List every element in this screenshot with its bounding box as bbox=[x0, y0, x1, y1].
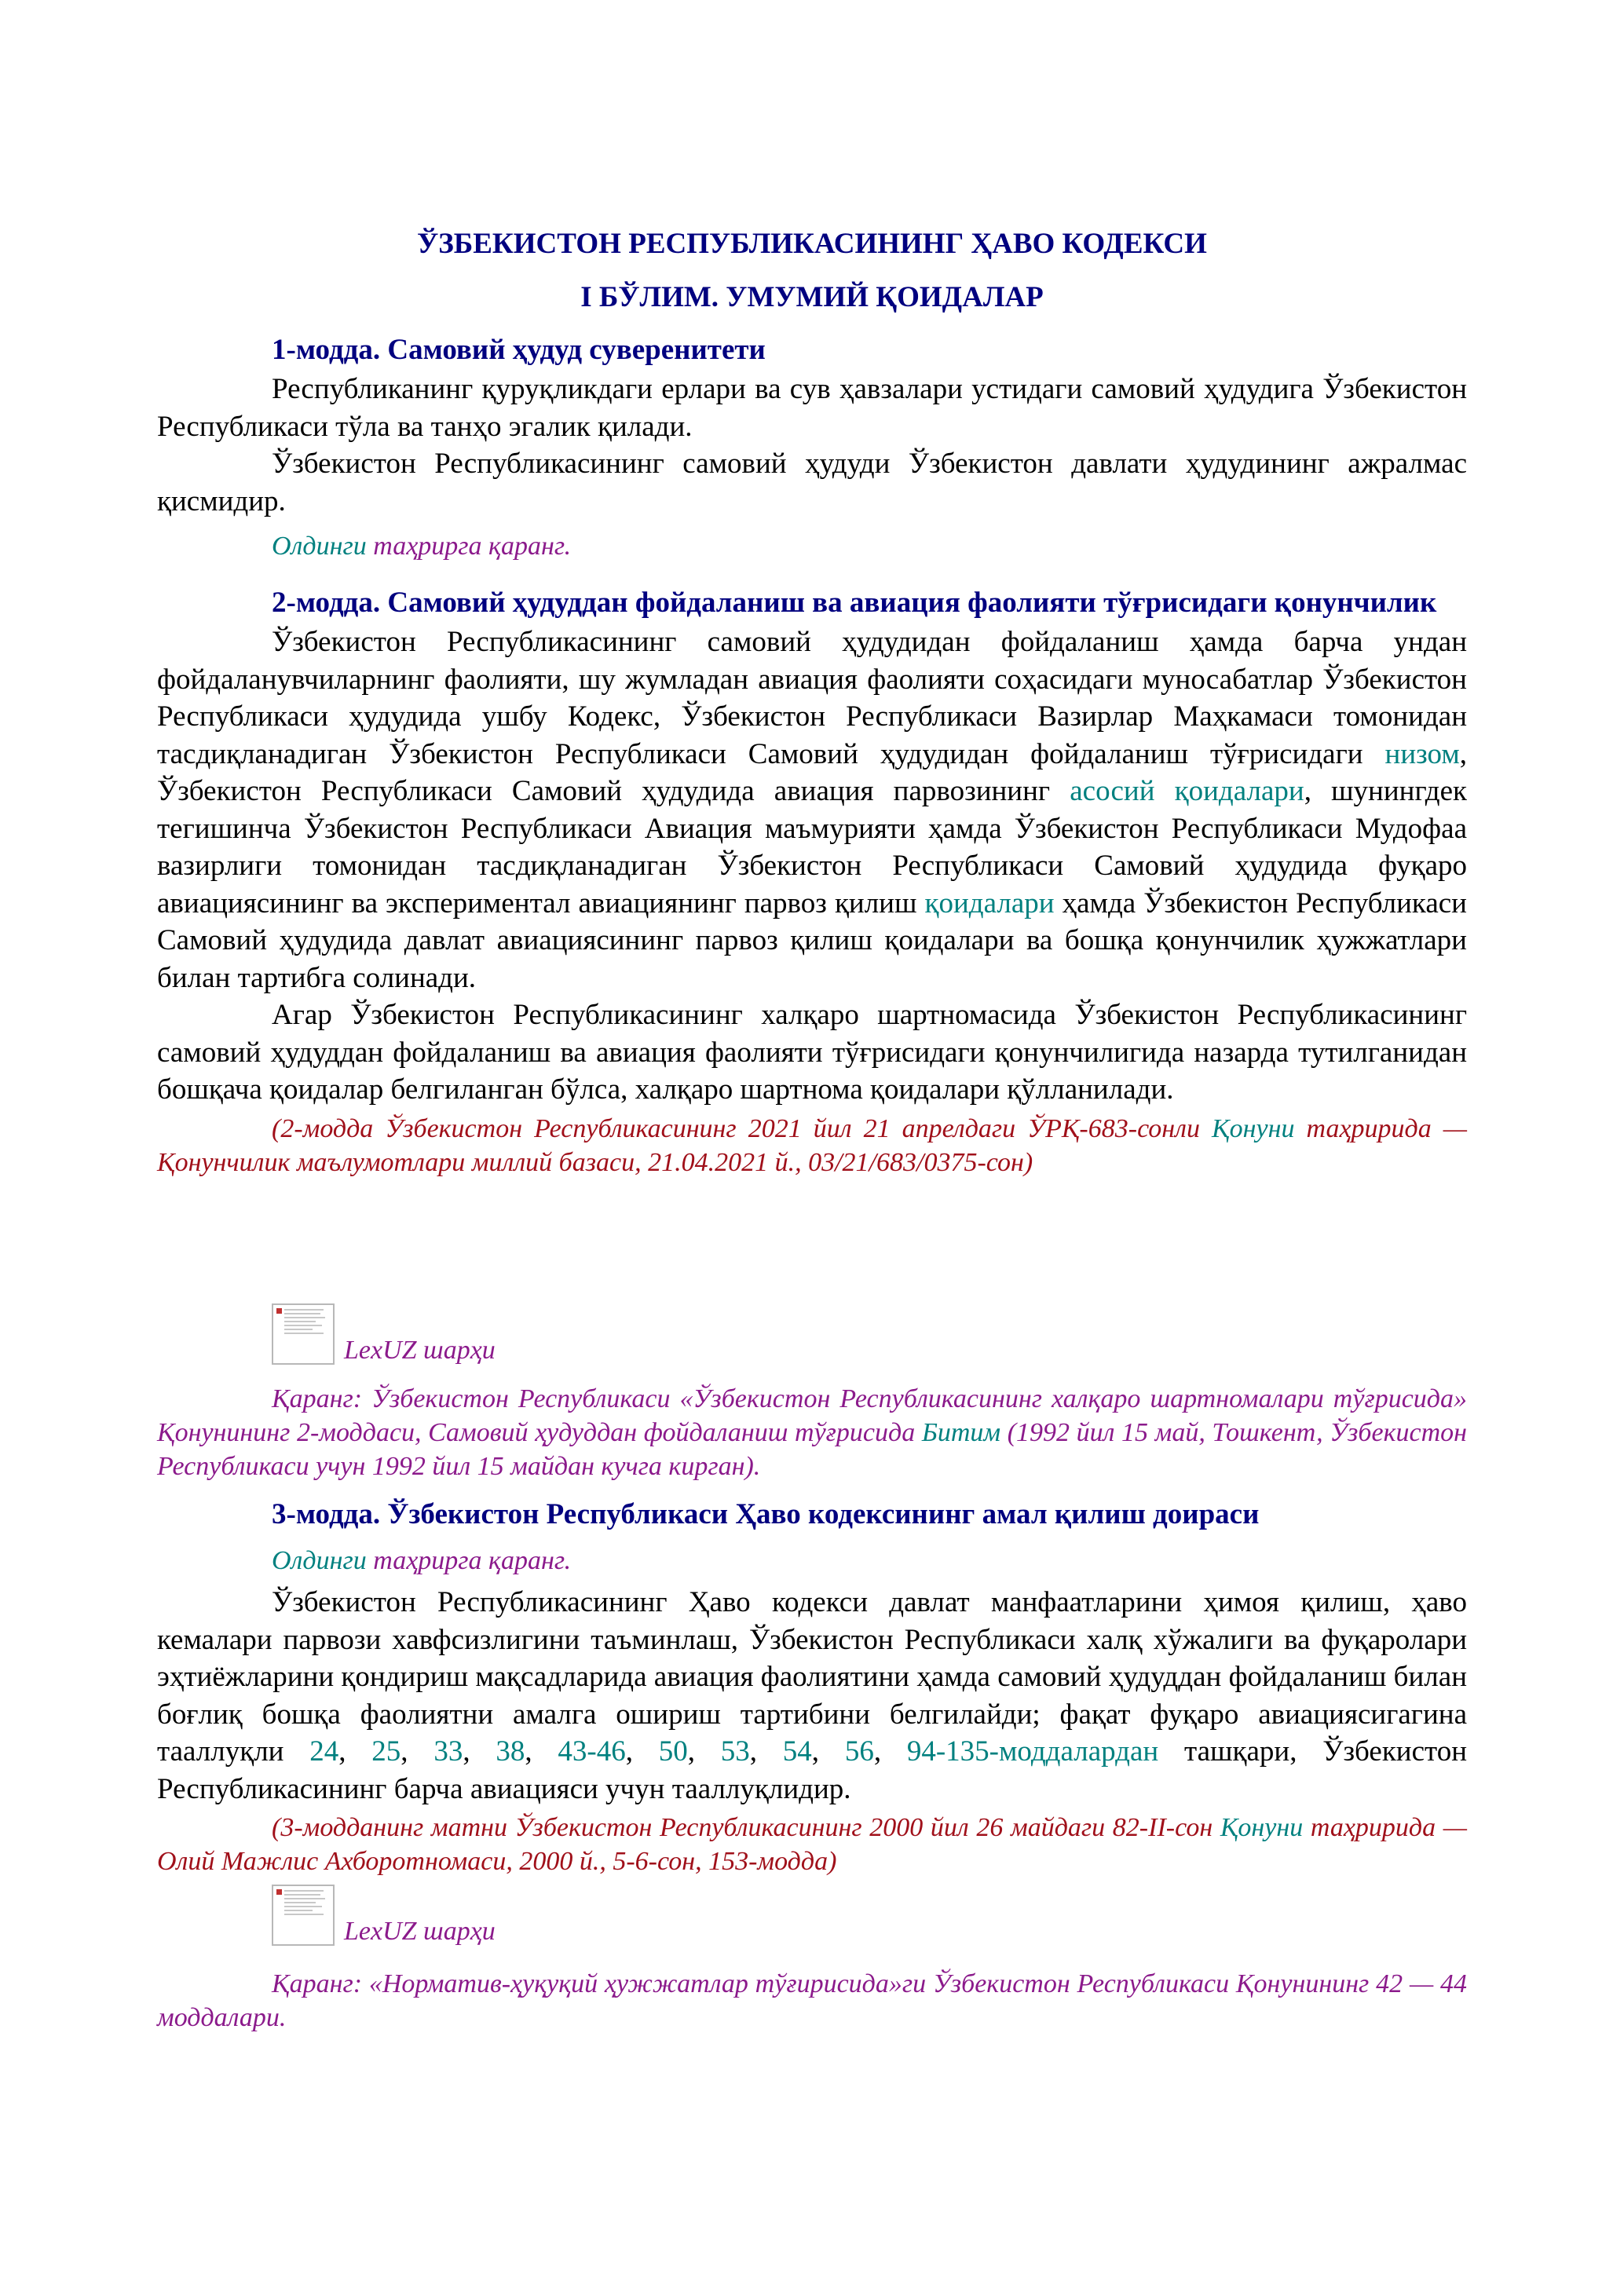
article-link-38[interactable]: 38 bbox=[496, 1735, 525, 1768]
article-link-33[interactable]: 33 bbox=[433, 1735, 463, 1768]
article-3-paragraph-1: Ўзбекистон Республикасининг Ҳаво кодекси давлат манфаатларини ҳимоя қилиш, ҳаво кемалари парвози хавфсизлигини таъминлаш, Ўзбекистон Республикаси халқ хўжалиги ва фуқаролари эҳтиёжларини қондириш мақсадларида авиация фаолиятини ҳамда самовий ҳудуддан фойдаланиш билан боғлиқ бошқа фаолиятни амалга ошириш тартибини белгилайди; фақат фуқаро авиациясигагина тааллуқли 24, 25, 33, 38, 43-46, 50, 53, 54, 56, 94-135-моддалардан ташқари, Ўзбекистон Республикасининг барча авиацияси учун тааллуқлидир. bbox=[157, 1586, 1467, 1805]
article-2-amendment-note: (2-модда Ўзбекистон Республикасининг 2021 йил 21 апрелдаги ЎРҚ-683-сонли Қонуни таҳририда — Қонунчилик маълумотлари миллий базаси, 21.04.2021 й., 03/21/683/0375-сон) bbox=[157, 1113, 1468, 1177]
article-2-paragraph-2: Агар Ўзбекистон Республикасининг халқаро шартномасида Ўзбекистон Республикасининг самовий ҳудуддан фойдаланиш ва авиация фаолияти тўғрисидаги қонунчилигида назарда тутилганидан бошқача қоидалар белгиланган бўлса, халқаро шартнома қоидалари қўлланилади. bbox=[157, 999, 1467, 1106]
article-3-previous-edition: Олдинги таҳрирга қаранг. bbox=[272, 1546, 572, 1575]
article-1-previous-edition: Олдинги таҳрирга қаранг. bbox=[272, 532, 572, 561]
previous-edition-link[interactable]: Олдинги bbox=[272, 1546, 367, 1575]
article-link-25[interactable]: 25 bbox=[371, 1735, 401, 1768]
document-title: ЎЗБЕКИСТОН РЕСПУБЛИКАСИНИНГ ҲАВО КОДЕКСИ bbox=[417, 228, 1207, 260]
previous-edition-link[interactable]: Олдинги bbox=[272, 532, 367, 561]
article-link-43-46[interactable]: 43-46 bbox=[558, 1735, 626, 1768]
article-link-50[interactable]: 50 bbox=[658, 1735, 688, 1768]
article-2-paragraph-1: Ўзбекистон Республикасининг самовий ҳудудидан фойдаланиш ҳамда барча ундан фойдаланувчиларнинг фаолияти, шу жумладан авиация фаолияти соҳасидаги муносабатлар Ўзбекистон Республикаси ҳудудида ушбу Кодекс, Ўзбекистон Республикаси Вазирлар Маҳкамаси томонидан тасдиқланадиган Ўзбекистон Республикаси Самовий ҳудудидан фойдаланиш тўғрисидаги низом, Ўзбекистон Республикаси Самовий ҳудудида авиация парвозининг асосий қоидалари, шунингдек тегишинча Ўзбекистон Республикаси Авиация маъмурияти ҳамда Ўзбекистон Республикаси Мудофаа вазирлиги томонидан тасдиқланадиган Ўзбекистон Республикаси Самовий ҳудудида фуқаро авиациясининг ва экспериментал авиациянинг парвоз қилиш қоидалари ҳамда Ўзбекистон Республикаси Самовий ҳудудида давлат авиациясининг парвоз қилиш қоидалари ва бошқа қонунчилик ҳужжатлари билан тартибга солинади. bbox=[157, 626, 1468, 994]
article-link-54[interactable]: 54 bbox=[782, 1735, 812, 1768]
article-3-reference-block bbox=[157, 1967, 1467, 2035]
article-3 bbox=[157, 1497, 1467, 1878]
section-title: I БЎЛИМ. УМУМИЙ ҚОИДАЛАР bbox=[580, 281, 1044, 313]
law-link[interactable]: Қонуни bbox=[1212, 1113, 1295, 1143]
article-2-reference-block bbox=[157, 1382, 1467, 1483]
lexuz-thumbnail-icon[interactable] bbox=[272, 1303, 335, 1365]
article-link-94-135[interactable]: 94-135-моддалардан bbox=[906, 1735, 1159, 1768]
article-1-heading: 1-модда. Самовий ҳудуд суверенитети bbox=[272, 334, 766, 366]
article-2-heading: 2-модда. Самовий ҳудуддан фойдаланиш ва авиация фаолияти тўғрисидаги қонунчилик bbox=[272, 587, 1437, 619]
basic-rules-link[interactable]: асосий қоидалари bbox=[1070, 775, 1304, 807]
article-3-heading: 3-модда. Ўзбекистон Республикаси Ҳаво кодексининг амал қилиш доираси bbox=[272, 1498, 1260, 1530]
lexuz-commentary-label[interactable]: LexUZ шарҳи bbox=[344, 1336, 496, 1365]
nizom-link[interactable]: низом bbox=[1384, 737, 1460, 770]
article-link-56[interactable]: 56 bbox=[844, 1735, 874, 1768]
agreement-link[interactable]: Битим bbox=[921, 1418, 1001, 1447]
article-3-amendment-note: (3-модданинг матни Ўзбекистон Республикасининг 2000 йил 26 майдаги 82-II-сон Қонуни таҳририда — Олий Мажлис Ахборотномаси, 2000 й., 5-6-сон, 153-модда) bbox=[157, 1813, 1467, 1876]
article-2-reference: Қаранг: Ўзбекистон Республикаси «Ўзбекистон Республикасининг халқаро шартномалари тўғрисида» Қонунининг 2-моддаси, Самовий ҳудуддан фойдаланиш тўғрисида Битим (1992 йил 15 май, Тошкент, Ўзбекистон Республикаси учун 1992 йил 15 майдан кучга кирган). bbox=[157, 1384, 1467, 1481]
law-link[interactable]: Қонуни bbox=[1220, 1813, 1304, 1842]
article-link-53[interactable]: 53 bbox=[720, 1735, 750, 1768]
lexuz-thumbnail-icon[interactable] bbox=[272, 1885, 335, 1946]
article-3-reference: Қаранг: «Норматив-ҳуқуқий ҳужжатлар тўғирисида»ги Ўзбекистон Республикаси Қонунининг 42 — 44 моддалари. bbox=[157, 1969, 1467, 2032]
article-1-paragraph-1: Республиканинг қуруқликдаги ерлари ва сув ҳавзалари устидаги самовий ҳудудига Ўзбекистон Республикаси тўла ва танҳо эгалик қилади. bbox=[157, 373, 1467, 443]
lexuz-commentary-label[interactable]: LexUZ шарҳи bbox=[344, 1917, 496, 1946]
article-2 bbox=[157, 585, 1467, 1179]
article-link-24[interactable]: 24 bbox=[309, 1735, 339, 1768]
article-1-paragraph-2: Ўзбекистон Республикасининг самовий ҳудуди Ўзбекистон давлати ҳудудининг ажралмас қисмидир. bbox=[157, 448, 1467, 517]
flight-rules-link[interactable]: қоидалари bbox=[924, 887, 1055, 919]
article-1 bbox=[157, 332, 1467, 563]
